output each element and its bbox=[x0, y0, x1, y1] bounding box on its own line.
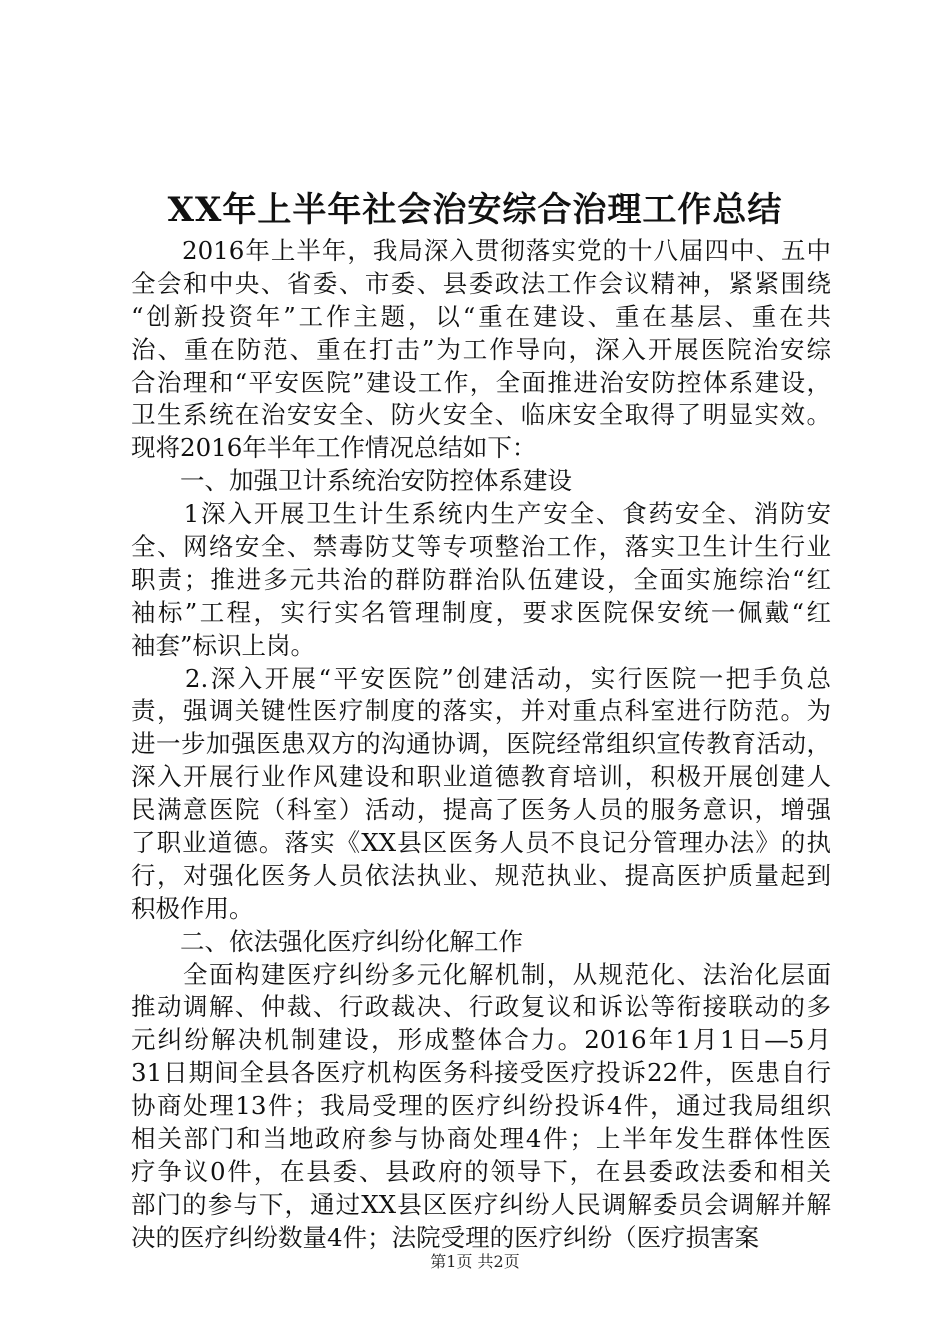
text-line: 行，对强化医务人员依法执业、规范执业、提高医护质量起到 bbox=[131, 860, 831, 890]
text-line: 进一步加强医患双方的沟通协调，医院经常组织宣传教育活动， bbox=[131, 729, 831, 759]
text-line: 民满意医院（科室）活动，提高了医务人员的服务意识，增强 bbox=[131, 795, 831, 825]
text-line: 合治理和“平安医院”建设工作，全面推进治安防控体系建设， bbox=[131, 367, 831, 397]
text-line: 全面构建医疗纠纷多元化解机制，从规范化、法治化层面 bbox=[131, 959, 831, 989]
text-line: 二、依法强化医疗纠纷化解工作 bbox=[131, 926, 523, 956]
text-line: 决的医疗纠纷数量4件；法院受理的医疗纠纷（医疗损害案 bbox=[131, 1222, 760, 1252]
page-footer: 第1页 共2页 bbox=[430, 1252, 520, 1271]
text-line: 全会和中央、省委、市委、县委政法工作会议精神，紧紧围绕 bbox=[131, 268, 831, 298]
text-line: 袖套”标识上岗。 bbox=[131, 630, 316, 660]
text-line: 部门的参与下，通过XX县区医疗纠纷人民调解委员会调解并解 bbox=[131, 1189, 831, 1219]
text-line: 31日期间全县各医疗机构医务科接受医疗投诉22件，医患自行 bbox=[131, 1058, 831, 1088]
text-line: “创新投资年”工作主题，以“重在建设、重在基层、重在共 bbox=[131, 301, 831, 331]
text-line: 全、网络安全、禁毒防艾等专项整治工作，落实卫生计生行业 bbox=[131, 532, 831, 562]
text-line: 2.深入开展“平安医院”创建活动，实行医院一把手负总 bbox=[131, 663, 831, 693]
document-body bbox=[131, 235, 831, 1255]
text-line: 积极作用。 bbox=[131, 893, 254, 923]
text-line: 一、加强卫计系统治安防控体系建设 bbox=[131, 466, 572, 496]
text-line: 2016年上半年，我局深入贯彻落实党的十八届四中、五中 bbox=[131, 236, 831, 265]
text-line: 了职业道德。落实《XX县区医务人员不良记分管理办法》的执 bbox=[131, 828, 831, 858]
text-line: 推动调解、仲裁、行政裁决、行政复议和诉讼等衔接联动的多 bbox=[131, 992, 831, 1022]
text-line: 协商处理13件；我局受理的医疗纠纷投诉4件，通过我局组织 bbox=[131, 1091, 831, 1121]
text-line: 元纠纷解决机制建设，形成整体合力。2016年1月1日—5月 bbox=[131, 1025, 831, 1055]
text-line: 现将2016年半年工作情况总结如下： bbox=[131, 433, 537, 463]
document-title: XX年上半年社会治安综合治理工作总结 bbox=[167, 190, 783, 230]
text-line: 职责；推进多元共治的群防群治队伍建设，全面实施综治“红 bbox=[131, 564, 831, 594]
text-line: 责，强调关键性医疗制度的落实，并对重点科室进行防范。为 bbox=[131, 696, 831, 726]
text-line: 卫生系统在治安安全、防火安全、临床安全取得了明显实效。 bbox=[131, 400, 831, 430]
text-line: 疗争议0件，在县委、县政府的领导下，在县委政法委和相关 bbox=[131, 1156, 831, 1186]
text-line: 治、重在防范、重在打击”为工作导向，深入开展医院治安综 bbox=[131, 334, 831, 364]
text-line: 相关部门和当地政府参与协商处理4件；上半年发生群体性医 bbox=[131, 1124, 831, 1154]
text-line: 袖标”工程，实行实名管理制度，要求医院保安统一佩戴“红 bbox=[131, 597, 831, 627]
text-line: 1深入开展卫生计生系统内生产安全、食药安全、消防安 bbox=[131, 499, 831, 529]
text-line: 深入开展行业作风建设和职业道德教育培训，积极开展创建人 bbox=[131, 762, 831, 792]
